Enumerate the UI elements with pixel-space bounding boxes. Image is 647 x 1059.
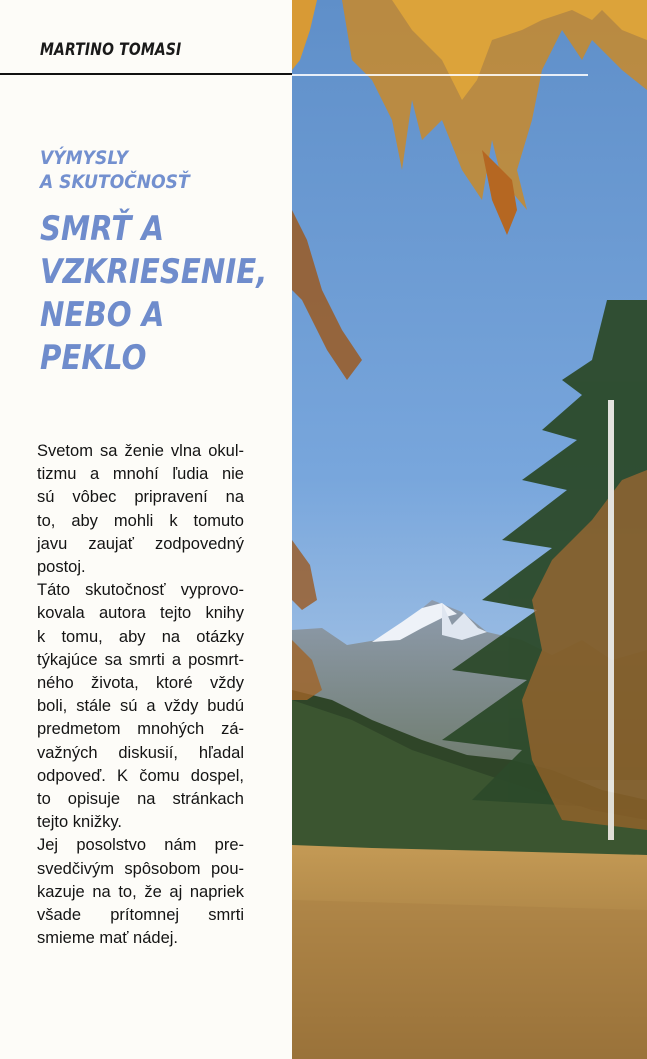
- blurb-line: svedčivým spôsobom pou-: [37, 859, 244, 878]
- blurb-line: tizmu a mnohí ľudia nie: [37, 465, 244, 484]
- blurb-line: kazuje na to, že aj napriek: [37, 882, 244, 901]
- blurb-line: týkajúce sa smrti a posmrt-: [37, 650, 244, 669]
- blurb-line: sú vôbec pripravení na: [37, 488, 244, 507]
- blurb-line: Táto skutočnosť vyprovo-: [37, 581, 244, 600]
- blurb-line: to opisuje na stránkach: [37, 790, 244, 809]
- series-title: [40, 146, 190, 194]
- series-title-line: VÝMYSLY: [40, 147, 128, 169]
- series-title-line: A SKUTOČNOSŤ: [40, 171, 190, 193]
- blurb-text: [37, 440, 244, 950]
- photo-divider: [292, 74, 588, 76]
- blurb-paragraph: [37, 440, 244, 579]
- blurb-paragraph: [37, 579, 244, 834]
- back-cover-text-panel: [0, 0, 292, 1059]
- blurb-paragraph: [37, 834, 244, 950]
- header-divider: [0, 73, 292, 75]
- book-title-line: VZKRIESENIE,: [40, 252, 268, 292]
- author-name: MARTINO TOMASI: [40, 40, 182, 60]
- blurb-line: k tomu, aby na otázky: [37, 627, 244, 646]
- book-title-line: PEKLO: [40, 338, 147, 378]
- book-title: [40, 208, 267, 380]
- blurb-line: javu zaujať zodpovedný: [37, 534, 244, 553]
- blurb-line: všade prítomnej smrti: [37, 906, 244, 925]
- blurb-line: Jej posolstvo nám pre-: [37, 836, 244, 855]
- blurb-line: ného života, ktoré vždy: [37, 674, 244, 693]
- blurb-line: kovala autora tejto knihy: [37, 604, 244, 623]
- blurb-line: važných diskusií, hľadal: [37, 743, 244, 762]
- landscape-photo: [292, 0, 647, 1059]
- blurb-line: boli, stále sú a vždy budú: [37, 697, 244, 716]
- blurb-line: postoj.: [37, 558, 86, 577]
- blurb-line: smieme mať nádej.: [37, 929, 178, 948]
- book-title-line: SMRŤ A: [40, 209, 165, 249]
- blurb-line: tejto knižky.: [37, 813, 122, 832]
- blurb-line: to, aby mohli k tomuto: [37, 511, 244, 530]
- blurb-line: odpoveď. K čomu dospel,: [37, 766, 244, 785]
- blurb-line: predmetom mnohých zá-: [37, 720, 244, 739]
- blurb-line: Svetom sa ženie vlna okul-: [37, 442, 244, 460]
- book-title-line: NEBO A: [40, 295, 165, 335]
